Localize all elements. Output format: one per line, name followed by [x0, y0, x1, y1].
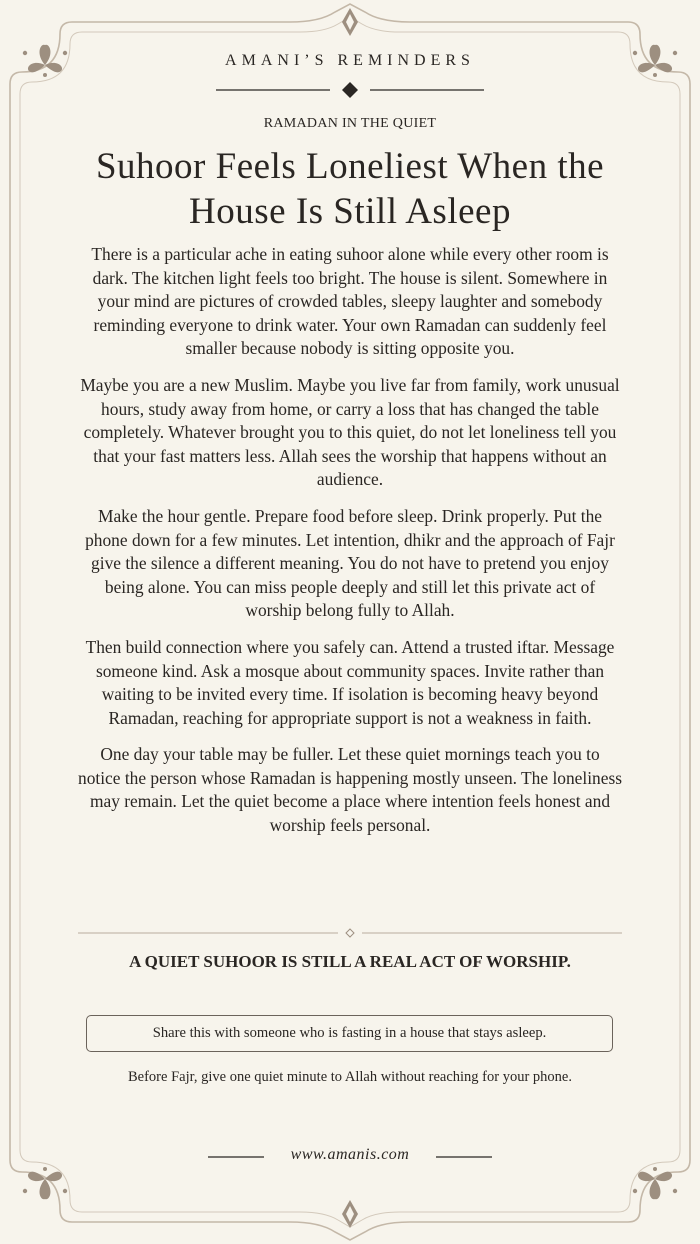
closing-statement: A QUIET SUHOOR IS STILL A REAL ACT OF WORSHIP.	[129, 952, 571, 971]
share-callout-text: Share this with someone who is fasting in a house that stays asleep.	[152, 1025, 547, 1041]
divider-diamond-icon	[346, 929, 354, 937]
body-paragraph-5: One day your table may be fuller. Let these quiet mornings teach you to notice the person whose Ramadan is happening mostly unseen. The loneliness may remain. Let the quiet become a place where intention feels honest and worship feels personal.	[78, 744, 622, 836]
section-divider	[78, 929, 622, 937]
article-title: Suhoor Feels Loneliest When the House Is Still Asleep	[95, 146, 605, 232]
article-body	[78, 243, 622, 851]
header-divider	[216, 82, 484, 98]
fajr-note: Before Fajr, give one quiet minute to Allah without reaching for your phone.	[128, 1069, 572, 1085]
article-kicker: RAMADAN IN THE QUIET	[263, 116, 437, 131]
body-paragraph-1: There is a particular ache in eating suhoor alone while every other room is dark. The kitchen light feels too bright. The house is silent. Somewhere in your mind are pictures of crowded tables, sleepy laughter and somebody reminding everyone to drink water. Your own Ramadan can suddenly feel smaller because nobody is sitting opposite you.	[91, 244, 609, 359]
top-diamond-icon	[342, 8, 358, 36]
body-paragraph-3: Make the hour gentle. Prepare food before sleep. Drink properly. Put the phone down for a few minutes. Let intention, dhikr and the approach of Fajr give the silence a different meaning. You do not have to pretend you enjoy being alone. You can miss people deeply and still let this private act of worship belong fully to Allah.	[85, 505, 615, 621]
website-link[interactable]: www.amanis.com	[290, 1146, 410, 1163]
body-paragraph-4: Then build connection where you safely can. Attend a trusted iftar. Message someone kind. Ask a mosque about community spaces. Invite rather than waiting to be invited every time. If isolation is becoming heavy beyond Ramadan, reaching for appropriate support is not a weakness in faith.	[85, 636, 615, 728]
brand-name: AMANI’S REMINDERS	[225, 52, 475, 69]
header-diamond-icon	[342, 82, 358, 98]
body-paragraph-2: Maybe you are a new Muslim. Maybe you live far from family, work unusual hours, study away from home, or carry a loss that has changed the table completely. Whatever brought you to this quiet, do not let loneliness tell you that your fast matters less. Allah sees the worship that happens without an audience.	[80, 374, 620, 490]
share-callout	[86, 1015, 613, 1052]
